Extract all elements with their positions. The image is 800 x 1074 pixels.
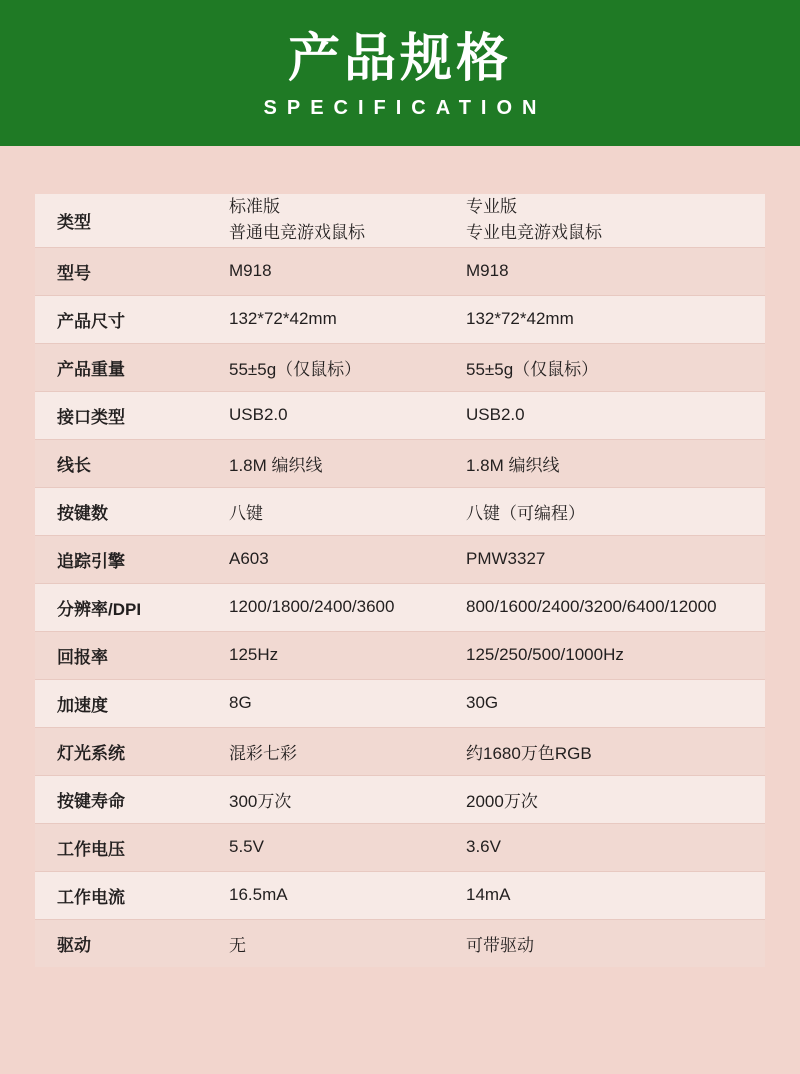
table-row — [35, 775, 765, 823]
table-row — [35, 631, 765, 679]
row-standard-value: 55±5g（仅鼠标） — [207, 343, 444, 391]
row-pro-value: 55±5g（仅鼠标） — [444, 343, 765, 391]
table-row — [35, 871, 765, 919]
row-label: 产品重量 — [35, 343, 207, 391]
row-standard-value: 125Hz — [207, 631, 444, 679]
header-cell-type: 类型 — [35, 194, 207, 247]
header-cell-standard — [207, 194, 444, 247]
row-pro-value: 3.6V — [444, 823, 765, 871]
table-row — [35, 247, 765, 295]
row-pro-value: 125/250/500/1000Hz — [444, 631, 765, 679]
row-label: 回报率 — [35, 631, 207, 679]
row-label: 追踪引擎 — [35, 535, 207, 583]
row-pro-value: 八键（可编程） — [444, 487, 765, 535]
row-label: 工作电压 — [35, 823, 207, 871]
row-pro-value: M918 — [444, 247, 765, 295]
table-row — [35, 727, 765, 775]
row-standard-value: USB2.0 — [207, 391, 444, 439]
row-label: 线长 — [35, 439, 207, 487]
page-subtitle: SPECIFICATION — [263, 96, 547, 119]
row-standard-value: 300万次 — [207, 775, 444, 823]
row-standard-value: 1.8M 编织线 — [207, 439, 444, 487]
header-standard-line2: 普通电竞游戏鼠标 — [229, 223, 365, 243]
table-row — [35, 391, 765, 439]
table-row — [35, 487, 765, 535]
row-label: 驱动 — [35, 919, 207, 967]
header-standard-line1: 标准版 — [229, 197, 280, 216]
row-pro-value: 800/1600/2400/3200/6400/12000 — [444, 583, 765, 631]
row-label: 工作电流 — [35, 871, 207, 919]
row-label: 按键寿命 — [35, 775, 207, 823]
row-pro-value: 30G — [444, 679, 765, 727]
row-standard-value: 无 — [207, 919, 444, 967]
row-label: 按键数 — [35, 487, 207, 535]
row-label: 产品尺寸 — [35, 295, 207, 343]
table-row — [35, 439, 765, 487]
row-standard-value: 16.5mA — [207, 871, 444, 919]
row-label: 接口类型 — [35, 391, 207, 439]
row-standard-value: M918 — [207, 247, 444, 295]
row-pro-value: 2000万次 — [444, 775, 765, 823]
header-pro-line2: 专业电竞游戏鼠标 — [466, 223, 602, 243]
row-standard-value: 混彩七彩 — [207, 727, 444, 775]
row-standard-value: 1200/1800/2400/3600 — [207, 583, 444, 631]
row-pro-value: 1.8M 编织线 — [444, 439, 765, 487]
row-pro-value: USB2.0 — [444, 391, 765, 439]
table-row — [35, 535, 765, 583]
header-pro-line1: 专业版 — [466, 197, 517, 216]
row-label: 分辨率/DPI — [35, 583, 207, 631]
table-row — [35, 343, 765, 391]
row-pro-value: 约1680万色RGB — [444, 727, 765, 775]
page-title: 产品规格 — [287, 30, 512, 89]
header-cell-pro — [444, 194, 765, 247]
spec-table — [35, 194, 765, 967]
table-row — [35, 583, 765, 631]
row-standard-value: 132*72*42mm — [207, 295, 444, 343]
table-row — [35, 823, 765, 871]
row-pro-value: 132*72*42mm — [444, 295, 765, 343]
row-standard-value: A603 — [207, 535, 444, 583]
row-standard-value: 8G — [207, 679, 444, 727]
row-label: 加速度 — [35, 679, 207, 727]
row-pro-value: 14mA — [444, 871, 765, 919]
row-label: 型号 — [35, 247, 207, 295]
row-label: 灯光系统 — [35, 727, 207, 775]
spec-table-container — [0, 146, 800, 967]
table-row — [35, 295, 765, 343]
page-header — [0, 0, 800, 146]
row-pro-value: 可带驱动 — [444, 919, 765, 967]
table-row — [35, 679, 765, 727]
table-header-row — [35, 194, 765, 247]
row-standard-value: 八键 — [207, 487, 444, 535]
row-pro-value: PMW3327 — [444, 535, 765, 583]
row-standard-value: 5.5V — [207, 823, 444, 871]
table-row — [35, 919, 765, 967]
